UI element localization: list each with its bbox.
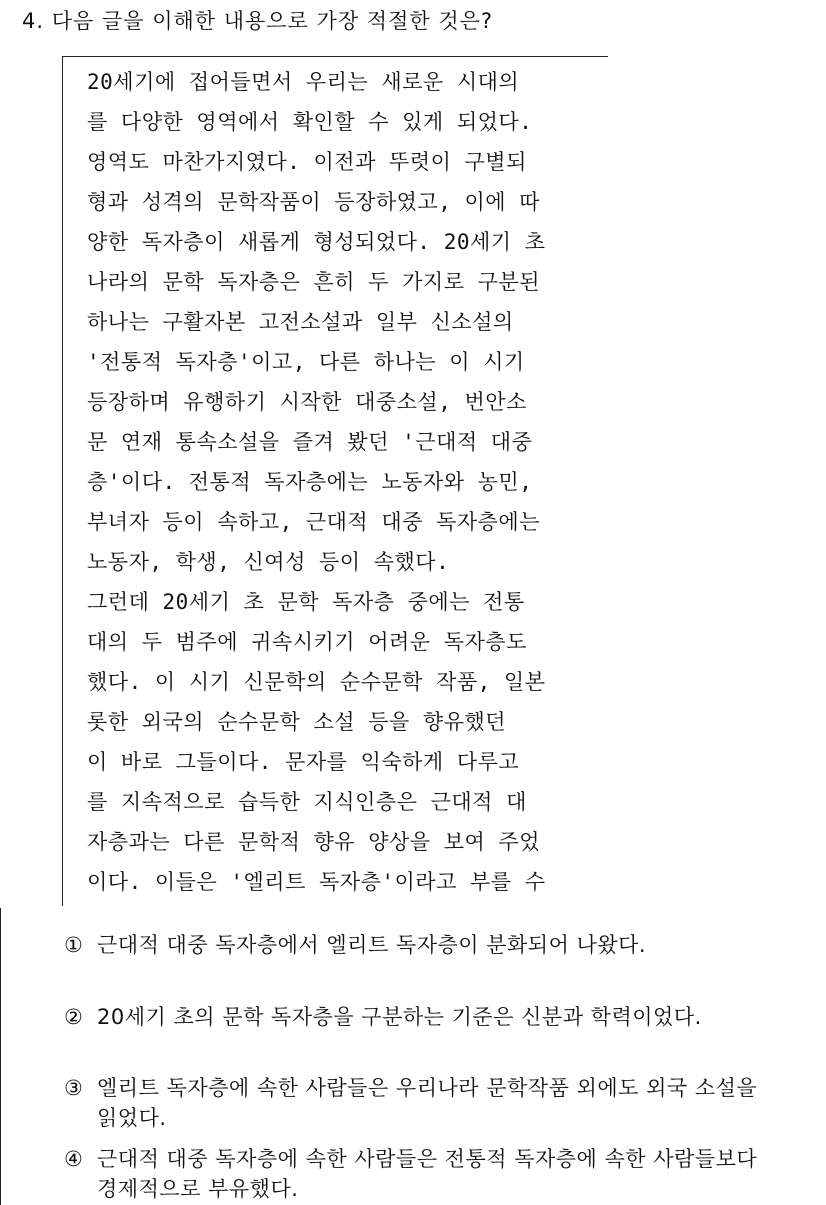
choice-text: 근대적 대중 독자층에 속한 사람들은 전통적 독자층에 속한 사람들보다 경제적으로 부유했다. — [97, 1147, 758, 1201]
choice-number: ① — [64, 933, 84, 957]
choice-text: 20세기 초의 문학 독자층을 구분하는 기준은 신분과 학력이었다. — [97, 1005, 702, 1029]
passage-line: 20세기에 접어들면서 우리는 새로운 시대의 — [87, 70, 520, 94]
passage-line: 층'이다. 전통적 독자층에는 노동자와 농민, — [87, 470, 533, 494]
passage-line: 부녀자 등이 속하고, 근대적 대중 독자층에는 — [87, 510, 541, 534]
choice-number: ② — [64, 1005, 84, 1029]
passage-line: '전통적 독자층'이고, 다른 하나는 이 시기 — [87, 350, 525, 374]
passage-line: 자층과는 다른 문학적 향유 양상을 보여 주었 — [87, 830, 541, 854]
passage-line: 하나는 구활자본 고전소설과 일부 신소설의 — [87, 310, 514, 334]
passage-line: 양한 독자층이 새롭게 형성되었다. 20세기 초 — [87, 230, 546, 254]
passage-line: 했다. 이 시기 신문학의 순수문학 작품, 일본 — [87, 670, 546, 694]
choice-number: ④ — [64, 1147, 84, 1171]
passage-line: 롯한 외국의 순수문학 소설 등을 향유했던 — [87, 710, 507, 734]
choice-2[interactable] — [64, 1002, 774, 1032]
question-title: 4. 다음 글을 이해한 내용으로 가장 적절한 것은? — [22, 9, 494, 33]
choice-text: 근대적 대중 독자층에서 엘리트 독자층이 분화되어 나왔다. — [97, 933, 647, 957]
passage-line: 문 연재 통속소설을 즐겨 봤던 '근대적 대중 — [87, 430, 533, 454]
passage-line: 를 지속적으로 습득한 지식인층은 근대적 대 — [87, 790, 527, 814]
choice-3[interactable] — [64, 1073, 774, 1133]
choice-4[interactable] — [64, 1144, 774, 1204]
passage-line: 이 바로 그들이다. 문자를 익숙하게 다루고 — [87, 750, 520, 774]
passage-line: 를 다양한 영역에서 확인할 수 있게 되었다. — [87, 110, 533, 134]
passage-line: 나라의 문학 독자층은 흔히 두 가지로 구분된 — [87, 270, 541, 294]
choice-text: 엘리트 독자층에 속한 사람들은 우리나라 문학작품 외에도 외국 소설을 읽었다. — [97, 1076, 758, 1130]
choice-number: ③ — [64, 1076, 84, 1100]
passage-line: 이다. 이들은 '엘리트 독자층'이라고 부를 수 — [87, 870, 546, 894]
choice-1[interactable] — [64, 930, 774, 960]
passage-line: 대의 두 범주에 귀속시키기 어려운 독자층도 — [87, 630, 527, 654]
passage-line: 그런데 20세기 초 문학 독자층 중에는 전통 — [87, 590, 525, 614]
passage-line: 영역도 마찬가지였다. 이전과 뚜렷이 구별되 — [87, 150, 527, 174]
left-margin-rule — [0, 908, 1, 1205]
passage-line: 등장하며 유행하기 시작한 대중소설, 번안소 — [87, 390, 527, 414]
passage-line: 노동자, 학생, 신여성 등이 속했다. — [87, 550, 450, 574]
passage-box — [62, 56, 608, 906]
passage-line: 형과 성격의 문학작품이 등장하였고, 이에 따 — [87, 190, 541, 214]
